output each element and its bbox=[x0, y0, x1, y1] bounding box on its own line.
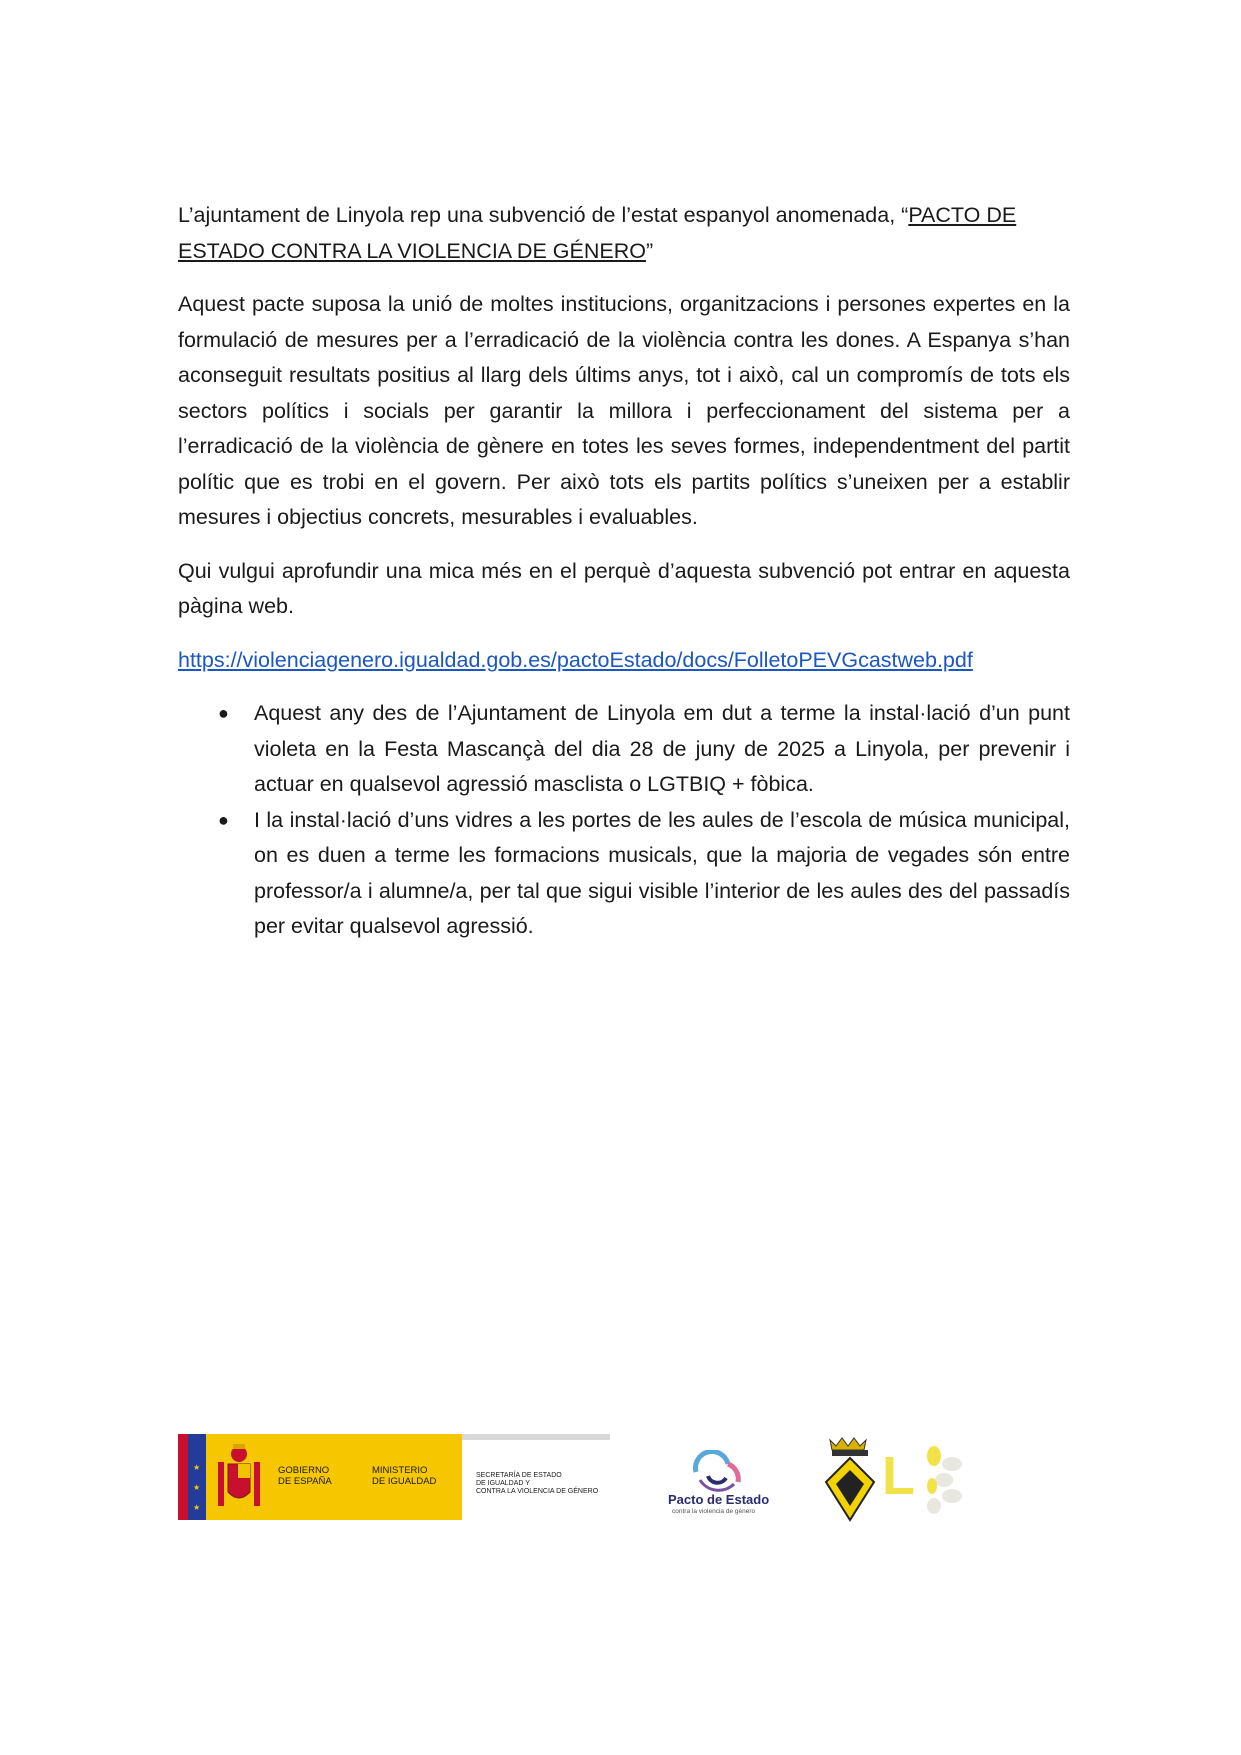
pacto-estado-logo bbox=[660, 1450, 800, 1514]
intro-close-quote: ” bbox=[645, 238, 654, 263]
pact-name: PACTO DE ESTADO CONTRA LA VIOLENCIA DE GÉNERO bbox=[178, 203, 1017, 263]
eu-stars-icon bbox=[188, 1434, 206, 1520]
svg-text:L: L bbox=[882, 1446, 915, 1506]
bullet-icon: ● bbox=[218, 703, 229, 723]
list-item bbox=[178, 696, 1070, 803]
pacto-title: Pacto de Estado bbox=[668, 1492, 770, 1507]
ministerio-text: MINISTERIO DE IGUALDAD bbox=[372, 1465, 437, 1487]
link-paragraph bbox=[178, 643, 1070, 679]
pacto-estado-link[interactable]: https://violenciagenero.igualdad.gob.es/pactoEstado/docs/FolletoPEVGcastweb.pdf bbox=[178, 647, 973, 672]
pacto-subtitle: contra la violencia de género bbox=[672, 1508, 756, 1515]
coat-of-arms-icon bbox=[210, 1434, 270, 1520]
gobierno-text: GOBIERNO DE ESPAÑA bbox=[278, 1465, 332, 1487]
pacto-circles-icon bbox=[678, 1450, 778, 1494]
linyola-logo bbox=[818, 1434, 988, 1524]
linyola-shield-icon bbox=[818, 1434, 988, 1524]
bullet-icon: ● bbox=[218, 809, 229, 830]
pact-description-paragraph: Aquest pacte suposa la unió de moltes institucions, organitzacions i persones expertes en la formulació de mesures per a l’erradicació de la violència contra les dones. A Espanya s’han aconseguit resultats positius al llarg dels últims anys, tot i això, cal un compromís de tots els sectors polítics i socials per garantir la millora i perfeccionament del sistema per a l’erradicació de la violència de gènere en totes les seves formes, independentment del partit polític que es trobi en el govern. Per això tots els partits polítics s’uneixen per a establir mesures i objectius concrets, mesurables i evaluables. bbox=[178, 292, 1070, 529]
gobierno-espana-logo bbox=[178, 1434, 610, 1520]
more-info-paragraph: Qui vulgui aprofundir una mica més en el perquè d’aquesta subvenció pot entrar en aquesta pàgina web. bbox=[178, 558, 1070, 618]
intro-text: L’ajuntament de Linyola rep una subvenció de l’estat espanyol anomenada, “ bbox=[178, 203, 909, 227]
list-item-text: Aquest any des de l’Ajuntament de Linyola em dut a terme la instal·lació d’un punt violeta en la Festa Mascançà del dia 28 de juny de 2025 a Linyola, per prevenir i actuar en qualsevol agressió masclista o LGTBIQ + fòbica. bbox=[254, 701, 1070, 796]
secretaria-text: SECRETARÍA DE ESTADO DE IGUALDAD Y CONTRA LA VIOLENCIA DE GÉNERO bbox=[476, 1472, 599, 1495]
svg-text:★: ★ bbox=[193, 1463, 201, 1472]
footer-logos bbox=[178, 1434, 1078, 1524]
document-body bbox=[178, 198, 1070, 945]
svg-text:★: ★ bbox=[193, 1483, 201, 1492]
list-item-text: I la instal·lació d’uns vidres a les portes de les aules de l’escola de música municipal, on es duen a terme les formacions musicals, que la majoria de vegades són entre professor/a i alumne/a, per tal que sigui visible l’interior de les aules des del passadís per evitar qualsevol agressió. bbox=[254, 807, 1070, 938]
list-item bbox=[178, 803, 1070, 945]
intro-paragraph bbox=[178, 198, 1070, 269]
svg-text:★: ★ bbox=[193, 1503, 201, 1512]
actions-list bbox=[178, 696, 1070, 945]
